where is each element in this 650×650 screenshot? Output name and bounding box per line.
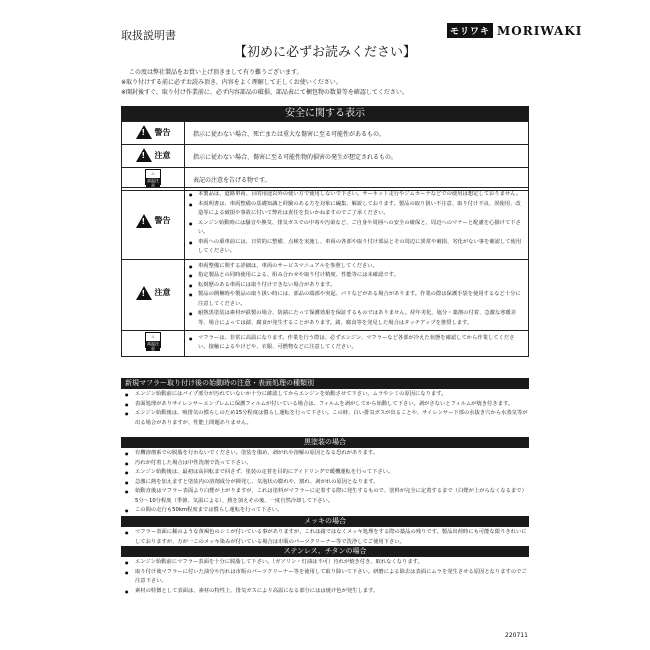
note-item: ● 本製品は、道路車両、目的用途以外の使い方で使用しないで下さい。サーキット走行やジムカーナなどでの使用は想定しておりません。: [198, 190, 524, 200]
warning-triangle-icon: !: [136, 125, 152, 139]
section-item: ● 有機溶剤系での脱脂を行わないでください。塗装を傷め、剥がれや溶解の原因となる恐れがあります。: [135, 449, 529, 459]
notes-row-warning: ! 警告 ● 本製品は、道路車両、目的用途以外の使い方で使用しないで下さい。サーキット走行やジムカーナなどでの使用は想定しておりません。 ● 本説明書は、車両整備の基礎知識と経験のある方を対象に編集、解説しております。製品の取り扱い不注意、取り付け不良、誤使用、改造等による破損や事故に付いて弊社は責任を負いかねますのでご了承ください。 ● エンジン始動時には騒音や換気、排気ガスでの中毒や汚染など、ご自身や周囲への安全の確保と、周辺へのマナーと配慮を心掛けて下さい。 ● 車両への乗車前には、日常的に整備、点検を実施し、車両の各部や取り付け部品とその周辺に異常や破損、劣化がない事を確認して使用してください。: [122, 188, 529, 260]
intro-line: この度は弊社製品をお買い上げ頂きまして有り難うございます。: [129, 69, 303, 76]
note-item: ● 製品の開梱時や製品の取り扱い時には、部品の端部や突起、バリなどがある場合があります。作業の際は保護手袋を使用するなど十分に注意してください。: [198, 290, 524, 309]
note-item: ● 耐熱黒塗装は素材が鉄製の場合、防錆にたって保護効果を保証するものではありません。経年劣化、塩分・薬剤の付着、急激な寒暖差等、場合によっては錆、腐食が発生することがあります。錆、腐食等を発見した場合はタッチアップを推奨します。: [198, 309, 524, 328]
legend-desc: 指示に従わない場合、死亡または重大な傷害に至る可能性があるもの。: [185, 122, 529, 145]
section-item: ● 表面処理がありサイレンサーエンブレムに保護フィルムが付いている場合は、フィルムを剥がしてから始動して下さい。剥がさないとフィルムが焼き付きます。: [135, 400, 529, 410]
caution-triangle-icon: !: [136, 148, 152, 162]
intro-text: [121, 68, 408, 98]
section-title: メッキの場合: [121, 516, 529, 527]
legend-row-warning: [122, 122, 529, 145]
stainless-section: [121, 546, 529, 597]
section-item: ● エンジン始動前にはパイプ部分が汚れていないか十分に確認してからエンジンを始動させて下さい。ムラやシミの原因になります。: [135, 390, 529, 400]
notes-row-caution: ! 注意 ● 車両整備に関する詳細は、車両のサービスマニュアルを参照してください。 ● 指定製品との同時使用による、組み合わせや取り付け精度、性能等には未確認です。 ● 転倒歴のある車両には取り付けできない場合があります。 ● 製品の開梱時や製品の取り扱い時には、部品の端部や突起、バリなどがある場合があります。作業の際は保護手袋を使用するなど十分に注意してください。 ● 耐熱黒塗装は素材が鉄製の場合、防錆にたって保護効果を保証するものではありません。経年劣化、塩分・薬剤の付着、急激な寒暖差等、場合によっては錆、腐食が発生することがあります。錆、腐食等を発見した場合はタッチアップを推奨します。: [122, 259, 529, 331]
legend-row-caution: [122, 145, 529, 168]
logo-katakana: モリワキ: [447, 23, 493, 38]
section-title: 新規マフラー取り付け後の始動時の注意・表面処理の種類別: [121, 378, 529, 389]
warning-triangle-icon: !: [136, 214, 152, 228]
section-item: ● エンジン始動前にマフラー表面を十分に脱脂して下さい。（ガソリン・灯油は不可）汚れが焼き付き、取れなくなります。: [135, 558, 529, 568]
safety-notes-table: [121, 187, 529, 357]
note-item: ● 本説明書は、車両整備の基礎知識と経験のある方を対象に編集、解説しております。製品の取り扱い不注意、取り付け不良、誤使用、改造等による破損や事故に付いて弊社は責任を負いかねますのでご了承ください。: [198, 200, 524, 219]
legend-label: 注意: [154, 150, 171, 160]
note-item: ● 転倒歴のある車両には取り付けできない場合があります。: [198, 281, 524, 291]
section-item: ● エンジン始動後は、吸排気の慣らしのため15分程度は慣らし運転を行って下さい。この時、白い排気ガスが出ることや、サイレンサー下部の水抜き穴から水蒸気等が出る場合がありますが、性能上問題ありません。: [135, 409, 529, 428]
hot-surface-icon: ♨ 高温注意: [147, 171, 159, 188]
section-item: ● 取り付け後マフラーに付いた油分や汚れは市販のパーツクリーナー等を使用して取り除いて下さい。研磨による除去は表面にムラを発生させる原因となりますのでご注意下さい。: [135, 568, 529, 587]
hot-surface-icon: ♨ 高温注意: [147, 334, 159, 351]
legend-desc: 指示に従わない場合、傷害に至る可能性物的損害の発生が想定されるもの。: [185, 145, 529, 168]
read-first-headline: 【初めに必ずお読みください】: [233, 45, 416, 60]
caution-triangle-icon: !: [136, 286, 152, 300]
section-item: ● 始動直後はマフラー表面より白煙が上がりますが、これは塗料がマフラーに定着する際に発生するもので、塗料が完全に定着するまで（白煙が上がらなくなるまで）5分〜10分程度（季節、気温による）、熱を加えその後、一度自然冷却して下さい。: [135, 487, 529, 506]
section-title: ステンレス、チタンの場合: [121, 546, 529, 557]
section-title: 黒塗装の場合: [121, 437, 529, 448]
document-title: 取扱説明書: [121, 29, 176, 42]
section-item: ● 素材の特徴として表面は、素材の特性上、排気ガスにより高温になる部分にはは焼け色が発生します。: [135, 587, 529, 597]
note-item: ● エンジン始動時には騒音や換気、排気ガスでの中毒や汚染など、ご自身や周囲への安全の確保と、周辺へのマナーと配慮を心掛けて下さい。: [198, 219, 524, 238]
intro-line: ※取り付けする前に必ずお読み頂き、内容をよく理解して正しくお使いください。: [121, 79, 342, 86]
section-item: ● 急激に熱を加えますと塗装内の溶剤成分が揮発し、気泡状の膨れや、割れ、剥がれの原因となります。: [135, 478, 529, 488]
notes-row-hot: [122, 331, 529, 357]
safety-section-title: 安全に関する表示: [121, 106, 529, 121]
legend-label: 警告: [154, 127, 171, 137]
black-paint-section: [121, 437, 529, 517]
section-item: ● この間の走行も50km程度までは慣らし運転を行って下さい。: [135, 506, 529, 516]
note-item: ● 車両整備に関する詳細は、車両のサービスマニュアルを参照してください。: [198, 262, 524, 272]
safety-legend-table: [121, 121, 529, 191]
section-item: ● 汚れが付着した場合は中性洗剤で洗って下さい。: [135, 459, 529, 469]
legend-desc: 表記の注意を告げる物です。: [185, 168, 529, 191]
logo-wordmark: MORIWAKI: [497, 23, 583, 38]
section-item: ● エンジン始動後は、最初は高回転まで回さず、塗装の定着を目的にアイドリングで暖機運転を行って下さい。: [135, 468, 529, 478]
document-code: 220711: [505, 632, 528, 639]
note-item: ● 車両への乗車前には、日常的に整備、点検を実施し、車両の各部や取り付け部品とその周辺に異常や破損、劣化がない事を確認して使用してください。: [198, 238, 524, 257]
note-item: ● マフラーは、非常に高温になります。作業を行う際は、必ずエンジン、マフラーなど各部が冷えた状態を確認してから作業してください。接触によるやけどや、衣服、可燃物などに注意してください。: [198, 334, 524, 353]
new-muffler-section: [121, 378, 529, 429]
plating-section: [121, 516, 529, 548]
note-item: ● 指定製品との同時使用による、組み合わせや取り付け精度、性能等には未確認です。: [198, 271, 524, 281]
intro-line: ※開封後すぐ、取り付け作業前に、必ず内容部品の破損、部品表にて梱包物の数量等を確認してください。: [121, 89, 408, 96]
section-item: ● マフラー表面に稀のような黄褐色のシミが付いている事がありますが、これは錆ではなくメッキ処理をする際の薬品の残りです。製品出荷時にも可能な限りきれいにしておりますが、万が一このメッキ染みが付いている場合は市販のパーツクリーナー等で洗浄してご使用下さい。: [135, 528, 529, 547]
brand-logo: [447, 23, 582, 38]
